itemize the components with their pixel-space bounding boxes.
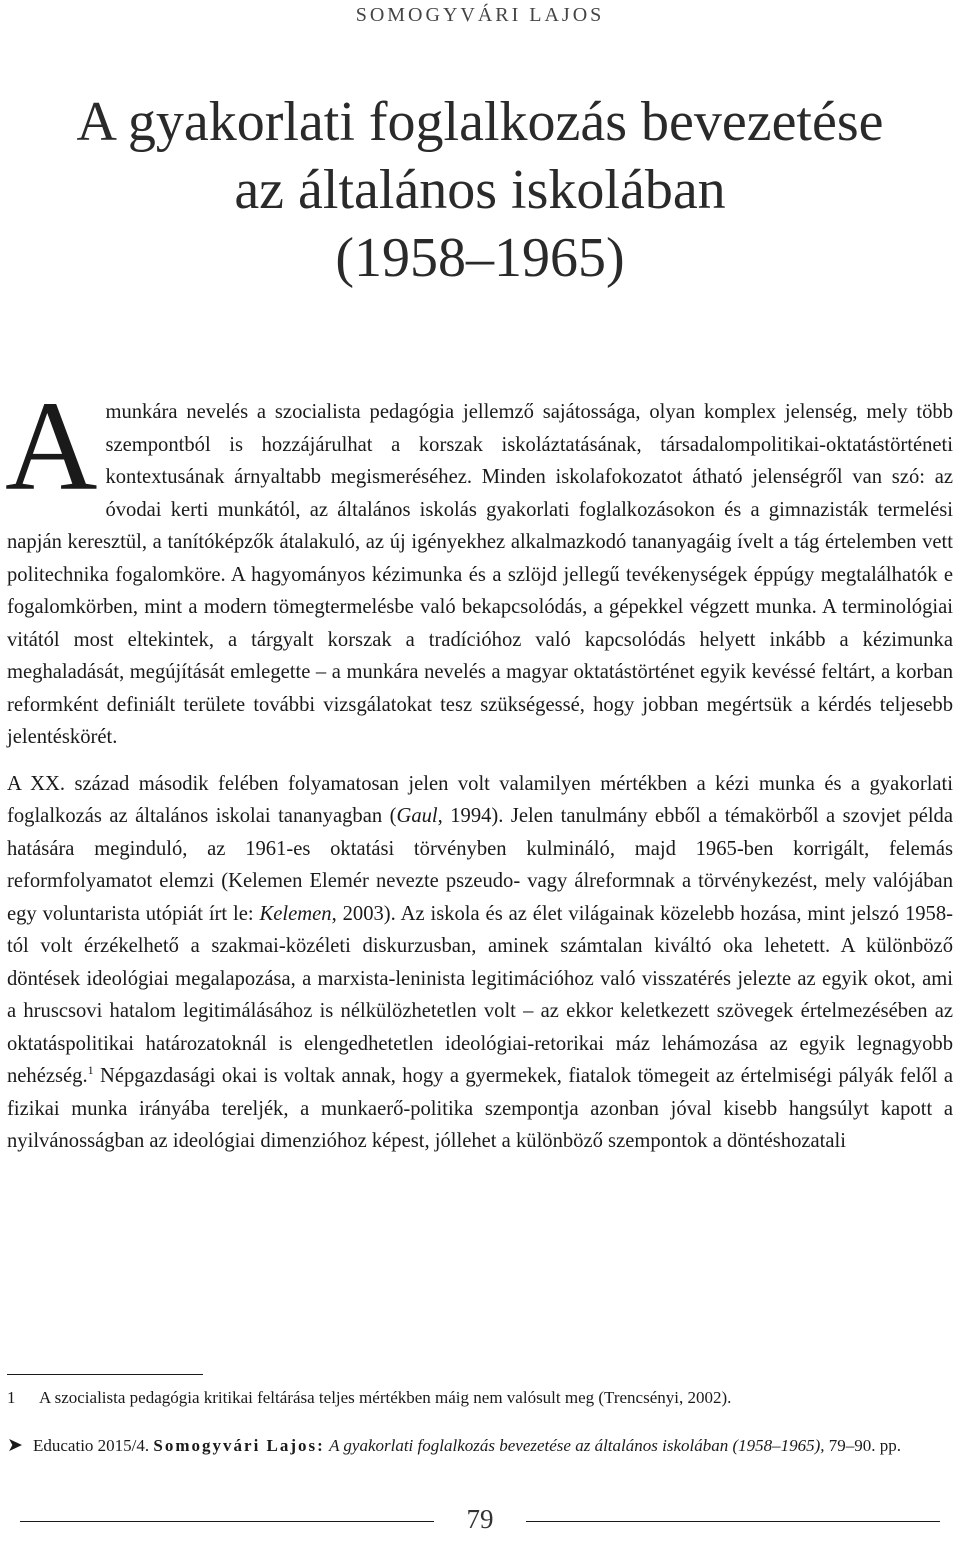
citation-title: A gyakorlati foglalkozás bevezetése az általános iskolában (1958–1965), <box>329 1436 825 1455</box>
footer-rule-left <box>20 1521 434 1522</box>
citation-journal: Educatio 2015/4. <box>33 1436 150 1455</box>
article-body <box>5 375 953 1158</box>
title-line-2: az általános iskolában <box>234 158 726 221</box>
title-line-1: A gyakorlati foglalkozás bevezetése <box>76 90 884 153</box>
article-title <box>0 88 960 292</box>
author-name: SOMOGYVÁRI LAJOS <box>355 4 605 26</box>
paragraph-2-part-c: , 2003). Az iskola és az élet világainak közelebb hozása, mint jelszó 1958-tól volt érzékelhető a szakmai-közéleti diskurzusban, aminek számtalan kiváltó oka lehetett. A különböző döntések ideológiai megalapozása, a marxista-leninista legitimációhoz való visszatérés jelezte az egyik okot, ami a hruscsovi hatalom legitimálásához is nélkülözhetetlen volt – az ekkor keletkezett szövegek értelmezésében az oktatáspolitikai határozatoknál is elengedhetetlen ideológiai-retorikai máz lehámozása az egyik legnagyobb nehézség. <box>7 902 953 1087</box>
paragraph-2 <box>7 768 953 1158</box>
article-citation <box>7 1433 953 1459</box>
footnote <box>7 1386 953 1410</box>
citation-gaul: Gaul <box>396 805 438 827</box>
paragraph-1-text: munkára nevelés a szocialista pedagógia jellemző sajátossága, olyan komplex jelenség, mely több szempontból is hozzájárulhat a korszak iskoláztatásának, társadalompolitikai-oktatástörténeti kontextusának árnyaltabb megismeréséhez. Minden iskolafokozatot átható jelenségről van szó: az óvodai kerti munkától, az általános iskolás gyakorlati foglalkozásokon és a gimnazisták termelési napján keresztül, a tanítóképzők átalakuló, az új igényekhez alkalmazkodó tananyagáig ívelt a tág értelemben vett politechnika fogalomköre. A hagyományos kézimunka és a szlöjd jellegű tevékenységek éppúgy megtalálhatók e fogalomkörben, mint a modern tömegtermelésbe való bekapcsolódás, a gépekkel végzett munka. A terminológiai vitától most eltekintek, a tárgyalt korszak a tradícióhoz való kapcsolódás helyett inkább a kézimunka meghaladását, megújítását emlegette – a munkára nevelés a magyar oktatástörténet egyik kevéssé feltárt, a korban reformként definiált területe további vizsgálatokat tesz szükségessé, hogy jobban megértsük a kérdés teljesebb jelentéskörét. <box>7 401 953 748</box>
footnote-divider <box>7 1374 203 1375</box>
footnote-marker[interactable]: 1 <box>87 1063 94 1078</box>
paragraph-1 <box>5 375 953 754</box>
footer-rule-right <box>526 1521 940 1522</box>
paragraph-2-part-a: A XX. század második felében folyamatosan jelen volt valamilyen mértékben a kézi munka és a gyakorlati foglalkozás az általános iskolai tananyagban ( <box>7 772 953 827</box>
title-line-3: (1958–1965) <box>335 226 625 289</box>
footnote-text: A szocialista pedagógia kritikai feltárása teljes mértékben máig nem valósult meg (Trencsényi, 2002). <box>39 1388 732 1407</box>
page-number: 79 <box>466 1504 494 1534</box>
footnote-number: 1 <box>7 1388 16 1407</box>
paragraph-2-part-d: Népgazdasági okai is voltak annak, hogy a gyermekek, fiatalok tömegeit az értelmiségi pályák felől a fizikai munka irányába tereljék, a munkaerő-politika szempontja azonban jóval kisebb hangsúlyt kapott a nyilvánosságban az ideológiai dimenzióhoz képest, jóllehet a különböző szempontok a döntéshozatali <box>7 1065 953 1152</box>
citation-pages: 79–90. pp. <box>828 1436 902 1455</box>
paragraph-2-part-b: , 1994). Jelen tanulmány ebből a témakörből a szovjet példa hatására meginduló, az 1961-es oktatási törvényben kulmináló, majd 1965-ben korrigált, felemás reformfolyamatot elemzi (Kelemen Elemér nevezte pszeudo- vagy álreformnak a törvénykezést, mely valójában egy voluntarista utópiát írt le: <box>7 805 953 925</box>
arrow-icon: ➤ <box>7 1435 23 1456</box>
citation-author: Somogyvári Lajos: <box>153 1436 325 1455</box>
citation-kelemen: Kelemen <box>259 902 332 925</box>
drop-cap: A <box>5 375 98 517</box>
